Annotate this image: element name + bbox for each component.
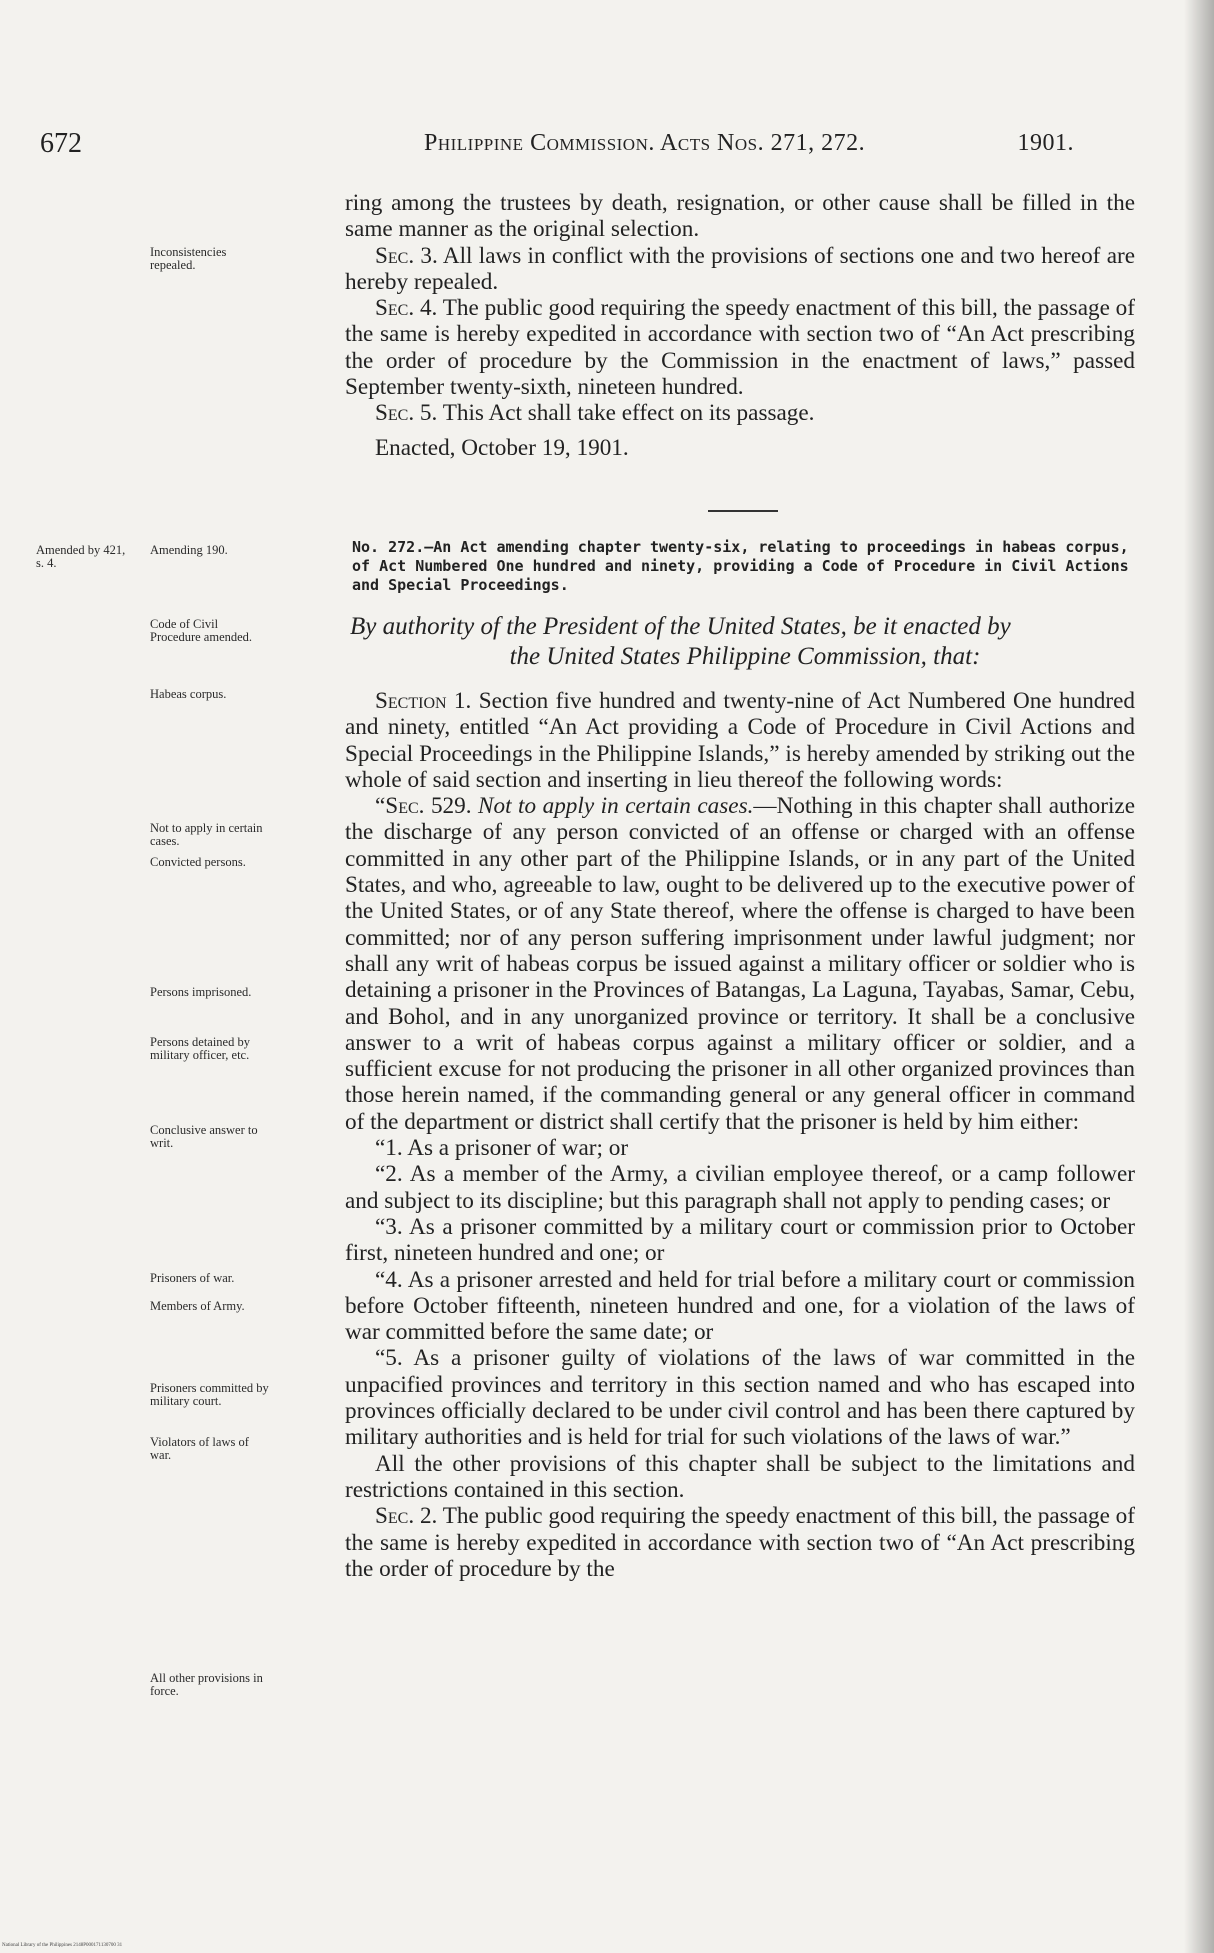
paragraph [345,688,1135,793]
margin-note: Conclusive answer to writ. [150,1123,258,1150]
paragraph: ring among the trustees by death, resignation, or other cause shall be filled in the same manner as the original selection. [345,190,1135,243]
paragraph [345,400,1135,426]
section-text: —Nothing in this chapter shall authorize the discharge of any person convicted of an offense or charged with an offense committed in any other part of the Philippine Islands, or in any part of the United States, and who, agreeable to law, ought to be delivered up to the executive power of the United States, or of any State thereof, where the offense is charged to have been committed; nor of any person suffering imprisonment under lawful judgment; nor shall any writ of habeas corpus be issued against a military officer or soldier who is detaining a prisoner in the Provinces of Batangas, La Laguna, Tayabas, Samar, Cebu, and Bohol, and in any unorganized province or territory. It shall be a conclusive answer to a writ of habeas corpus against a military officer or soldier, and a sufficient excuse for not producing the prisoner in all other organized provinces than those herein named, if the commanding general or any general officer in command of the department or district shall certify that the prisoner is held by him either: [345,793,1136,1135]
act-271-text [345,190,1135,461]
margin-note: Amending 190. [150,543,228,557]
paragraph: All the other provisions of this chapter shall be subject to the limitations and restrictions contained in this section. [345,1450,1135,1503]
library-stamp: National Library of the Philippines 2148P000171130700 31 [2,1943,123,1948]
list-item: “3. As a prisoner committed by a military court or commission prior to October first, nineteen hundred and one; or [345,1213,1135,1267]
act-272-text [345,688,1135,1582]
margin-note: Inconsistencies repealed. [150,245,227,272]
paragraph [345,793,1135,1135]
section-text: The public good requiring the speedy enactment of this bill, the passage of the same is hereby expedited in accordance with section two of “An Act prescribing the order of procedure by the [345,1503,1135,1582]
margin-note: Not to apply in certain cases. [150,821,263,848]
running-head [424,130,1074,157]
margin-note: Habeas corpus. [150,687,227,701]
act-number: No. 272. [352,538,425,556]
list-item: “5. As a prisoner guilty of violations of the laws of war committed in the unpacified provinces and territory in this section named and who has escaped into provinces officially declared to be under civil control and has been there captured by military authorities and is held for trial for such violations of the laws of war.” [345,1345,1135,1451]
section-text: All laws in conflict with the provisions of sections one and two hereof are hereby repealed. [345,242,1135,295]
section-label: Section 1. [375,688,472,714]
enacting-clause [350,612,1140,672]
act-heading [352,538,1142,595]
margin-note: Prisoners of war. [150,1271,235,1285]
section-label: Sec. 2. [375,1503,438,1530]
running-head-title: Philippine Commission. Acts Nos. 271, 272. [424,130,866,156]
margin-note: Prisoners committed by military court. [150,1381,269,1408]
section-text: The public good requiring the speedy enactment of this bill, the passage of the same is hereby expedited in accordance with section two of “An Act prescribing the order of procedure by the Commission in the enactment of laws,” passed September twenty-sixth, nineteen hundred. [345,295,1135,401]
running-head-year: 1901. [1017,130,1074,156]
margin-note: Members of Army. [150,1299,245,1313]
paragraph [345,1503,1135,1582]
section-text: Section five hundred and twenty-nine of Act Numbered One hundred and ninety, entitled “An Act providing a Code of Procedure in Civil Actions and Special Proceedings in the Philippine Islands,” is hereby amended by striking out the whole of said section and inserting in lieu thereof the following words: [345,688,1135,793]
margin-note: Convicted persons. [150,855,246,869]
quote-mark: “ [375,793,386,820]
enacting-line-1: By authority of the President of the United States, be it enacted by [350,613,1011,640]
enacted-date: Enacted, October 19, 1901. [375,434,629,461]
list-item: “4. As a prisoner arrested and held for trial before a military court or commission before October fifteenth, nineteen hundred and one, for a violation of the laws of war committed before the same date; or [345,1266,1135,1346]
list-item: “2. As a member of the Army, a civilian employee thereof, or a camp follower and subject to its discipline; but this paragraph shall not apply to pending cases; or [345,1161,1135,1214]
paragraph [345,295,1135,400]
enacting-line-2: the United States Philippine Commission, that: [509,643,981,670]
margin-note: Persons detained by military officer, etc. [150,1035,250,1062]
separator-rule [708,510,778,512]
list-item: “1. As a prisoner of war; or [375,1135,629,1162]
margin-note: Violators of laws of war. [150,1435,249,1462]
act-title: —An Act amending chapter twenty-six, relating to proceedings in habeas corpus, of Act Numbered One hundred and ninety, providing a Code of Procedure in Civil Actions and Special Proceedings. [352,538,1129,594]
section-label: Sec. 529. [385,793,472,820]
section-text: This Act shall take effect on its passage. [437,400,815,427]
margin-note: Amended by 421, s. 4. [36,543,126,570]
margin-note: Code of Civil Procedure amended. [150,617,253,644]
section-heading: Not to apply in certain cases. [471,793,754,820]
page-number: 672 [40,128,82,159]
paragraph [345,243,1135,296]
section-label: Sec. 4. [375,295,438,322]
section-label: Sec. 5. [375,400,438,427]
section-label: Sec. 3. [375,242,438,269]
binding-shadow [1184,0,1214,1953]
margin-note: All other provisions in force. [150,1671,263,1698]
margin-note: Persons imprisoned. [150,985,252,999]
